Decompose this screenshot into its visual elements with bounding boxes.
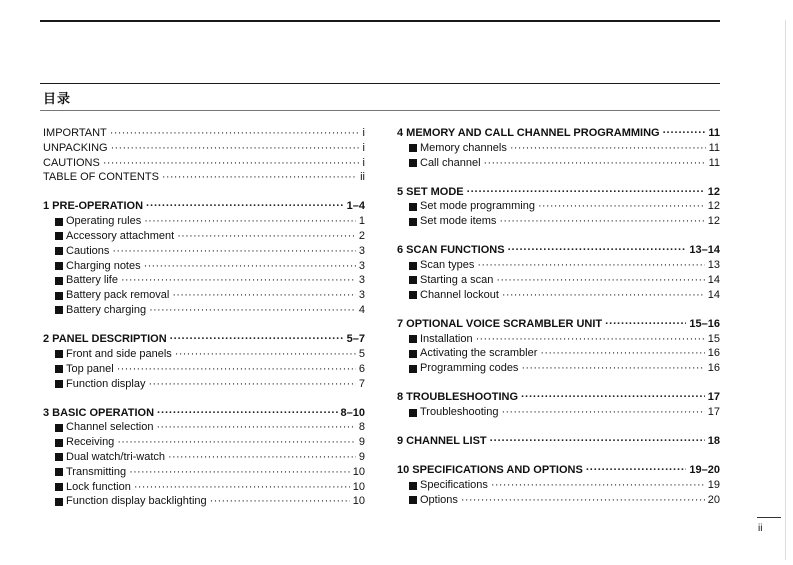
toc-entry-page: 1 [358, 215, 365, 228]
toc-entry-page: 8–10 [340, 406, 365, 419]
dot-leader [538, 199, 705, 214]
toc-section [397, 243, 720, 302]
dot-leader [508, 243, 687, 258]
bullet-square-icon [409, 365, 417, 373]
bullet-square-icon [409, 409, 417, 417]
toc-entry-accessory-attachment[interactable] [43, 229, 365, 244]
dot-leader [111, 141, 360, 156]
toc-entry-set-mode-items[interactable] [397, 214, 720, 229]
dot-leader [149, 303, 356, 318]
bullet-square-icon [55, 483, 63, 491]
toc-entry-label: Function display backlighting [66, 495, 207, 508]
toc-section [397, 434, 720, 449]
dot-leader [149, 377, 356, 392]
toc-entry-label: TABLE OF CONTENTS [43, 171, 159, 184]
bullet-square-icon [409, 350, 417, 358]
toc-entry-page: 3 [358, 289, 365, 302]
toc-entry-label: Receiving [66, 436, 115, 449]
bullet-square-icon [409, 335, 417, 343]
bullet-square-icon [409, 218, 417, 226]
dot-leader [491, 478, 705, 493]
bullet-square-icon [55, 365, 63, 373]
dot-leader [177, 229, 356, 244]
bullet-square-icon [55, 218, 63, 226]
toc-entry-7-optional-voice-scrambler-unit[interactable] [397, 317, 720, 332]
toc-entry-call-channel[interactable] [397, 156, 720, 171]
bullet-square-icon [55, 468, 63, 476]
toc-section [397, 317, 720, 376]
toc-entry-page: 10 [352, 495, 365, 508]
bullet-square-icon [55, 350, 63, 358]
toc-entry-label: 2 PANEL DESCRIPTION [43, 333, 167, 346]
toc-entry-label: Transmitting [66, 465, 127, 478]
toc-entry-10-specifications-and-options[interactable] [397, 463, 720, 478]
toc-entry-label: Operating rules [66, 215, 142, 228]
toc-entry-page: 13 [707, 259, 720, 272]
toc-entry-page: 7 [358, 377, 365, 390]
toc-entry-page: 20 [707, 493, 720, 506]
dot-leader [461, 493, 705, 508]
bullet-square-icon [409, 291, 417, 299]
toc-entry-page: 3 [358, 274, 365, 287]
toc-entry-page: 6 [358, 362, 365, 375]
bullet-square-icon [409, 262, 417, 270]
toc-entry-label: Memory channels [420, 141, 507, 154]
toc-entry-8-troubleshooting[interactable] [397, 390, 720, 405]
toc-entry-page: ii [360, 171, 365, 184]
toc-entry-3-basic-operation[interactable] [43, 406, 365, 421]
dot-leader [144, 259, 356, 274]
toc-entry-transmitting[interactable] [43, 465, 365, 480]
toc-entry-battery-pack-removal[interactable] [43, 288, 365, 303]
dot-leader [501, 405, 704, 420]
toc-entry-programming-codes[interactable] [397, 361, 720, 376]
top-rule [40, 20, 720, 22]
toc-entry-page: 11 [708, 127, 720, 139]
toc-entry-2-panel-description[interactable] [43, 332, 365, 347]
toc-entry-function-display-backlighting[interactable] [43, 494, 365, 509]
dot-leader [476, 332, 705, 347]
toc-entry-label: Activating the scrambler [420, 347, 538, 360]
toc-entry-label: Lock function [66, 480, 131, 493]
toc-entry-label: 7 OPTIONAL VOICE SCRAMBLER UNIT [397, 317, 603, 330]
title-rule [40, 83, 720, 84]
bullet-square-icon [409, 482, 417, 490]
bullet-square-icon [55, 380, 63, 388]
toc-entry-specifications[interactable] [397, 478, 720, 493]
toc-section [397, 463, 720, 507]
bullet-square-icon [409, 203, 417, 211]
toc-entry-9-channel-list[interactable] [397, 434, 720, 449]
bullet-square-icon [409, 159, 417, 167]
toc-entry-label: Battery life [66, 274, 118, 287]
toc-entry-page: 19 [707, 479, 720, 492]
dot-leader [110, 126, 360, 141]
bullet-square-icon [55, 232, 63, 240]
toc-entry-page: 11 [708, 156, 720, 169]
toc-entry-label: Programming codes [420, 362, 519, 375]
bullet-square-icon [55, 424, 63, 432]
toc-entry-label: 10 SPECIFICATIONS AND OPTIONS [397, 464, 583, 477]
toc-entry-page: 4 [358, 304, 365, 317]
toc-entry-unpacking[interactable] [43, 141, 365, 156]
toc-entry-page: 3 [358, 259, 365, 272]
toc-entry-page: 10 [352, 465, 365, 478]
dot-leader [210, 494, 350, 509]
toc-section [43, 126, 365, 185]
dot-leader [112, 244, 355, 259]
toc-entry-page: 16 [707, 347, 720, 360]
bullet-square-icon [55, 277, 63, 285]
toc-entry-lock-function[interactable] [43, 480, 365, 495]
title-underline [40, 110, 720, 111]
toc-entry-page: 3 [358, 244, 365, 257]
toc-entry-starting-a-scan[interactable] [397, 273, 720, 288]
toc-entry-1-pre-operation[interactable] [43, 199, 365, 214]
bullet-square-icon [55, 439, 63, 447]
toc-entry-channel-selection[interactable] [43, 420, 365, 435]
toc-section [43, 199, 365, 317]
toc-entry-page: 17 [707, 391, 720, 404]
dot-leader [168, 450, 356, 465]
toc-entry-options[interactable] [397, 493, 720, 508]
toc-section [397, 390, 720, 420]
toc-entry-label: Installation [420, 332, 473, 345]
toc-entry-installation[interactable] [397, 332, 720, 347]
toc-entry-label: Specifications [420, 479, 488, 492]
dot-leader [146, 199, 344, 214]
dot-leader [605, 317, 686, 332]
toc-entry-label: Battery pack removal [66, 289, 170, 302]
toc-entry-cautions[interactable] [43, 244, 365, 259]
toc-entry-label: 6 SCAN FUNCTIONS [397, 244, 505, 257]
toc-entry-page: i [362, 141, 365, 154]
toc-entry-label: Channel selection [66, 421, 154, 434]
toc-entry-front-and-side-panels[interactable] [43, 347, 365, 362]
toc-entry-page: 12 [707, 185, 720, 198]
dot-leader [175, 347, 356, 362]
toc-entry-label: 3 BASIC OPERATION [43, 406, 155, 419]
page-number: ii [758, 523, 763, 534]
toc-entry-top-panel[interactable] [43, 362, 365, 377]
dot-leader [467, 185, 705, 200]
bullet-square-icon [409, 496, 417, 504]
toc-entry-cautions[interactable] [43, 156, 365, 171]
toc-entry-page: 18 [707, 435, 720, 448]
toc-entry-label: Channel lockout [420, 288, 499, 301]
toc-entry-page: 10 [352, 480, 365, 493]
toc-entry-page: 9 [358, 436, 365, 449]
dot-leader [129, 465, 350, 480]
toc-entry-page: 8 [358, 421, 365, 434]
bullet-square-icon [409, 276, 417, 284]
dot-leader [663, 126, 706, 141]
dot-leader [510, 141, 706, 156]
toc-entry-charging-notes[interactable] [43, 259, 365, 274]
toc-section [43, 332, 365, 391]
toc-entry-dual-watch-tri-watch[interactable] [43, 450, 365, 465]
dot-leader [499, 214, 704, 229]
dot-leader [134, 480, 350, 495]
toc-entry-label: Charging notes [66, 259, 141, 272]
toc-entry-label: 9 CHANNEL LIST [397, 435, 487, 448]
toc-entry-label: Options [420, 493, 458, 506]
toc-entry-label: Accessory attachment [66, 230, 175, 243]
dot-leader [477, 258, 704, 273]
toc-entry-troubleshooting[interactable] [397, 405, 720, 420]
toc-entry-receiving[interactable] [43, 435, 365, 450]
toc-entry-label: 4 MEMORY AND CALL CHANNEL PROGRAMMING [397, 127, 660, 139]
toc-entry-label: Front and side panels [66, 347, 172, 360]
toc-entry-label: UNPACKING [43, 141, 108, 154]
toc-entry-label: CAUTIONS [43, 156, 100, 169]
dot-leader [490, 434, 705, 449]
toc-right-column [397, 126, 720, 522]
bullet-square-icon [55, 306, 63, 314]
dot-leader [162, 170, 357, 185]
toc-entry-page: 11 [708, 141, 720, 154]
toc-entry-label: 1 PRE-OPERATION [43, 200, 144, 213]
page-edge [785, 20, 786, 560]
toc-entry-5-set-mode[interactable] [397, 185, 720, 200]
toc-entry-operating-rules[interactable] [43, 214, 365, 229]
toc-entry-important[interactable] [43, 126, 365, 141]
toc-entry-page: 15 [707, 332, 720, 345]
toc-entry-page: 12 [707, 215, 720, 228]
toc-entry-label: IMPORTANT [43, 127, 107, 139]
toc-entry-label: Top panel [66, 362, 114, 375]
toc-entry-page: i [362, 127, 365, 139]
toc-entry-label: Battery charging [66, 304, 147, 317]
dot-leader [170, 332, 344, 347]
toc-entry-page: 16 [707, 362, 720, 375]
toc-section [43, 406, 365, 510]
toc-entry-page: i [362, 156, 365, 169]
toc-entry-label: Troubleshooting [420, 406, 499, 419]
toc-entry-6-scan-functions[interactable] [397, 243, 720, 258]
toc-entry-label: Dual watch/tri-watch [66, 451, 166, 464]
toc-entry-page: 17 [707, 406, 720, 419]
dot-leader [496, 273, 704, 288]
toc-entry-page: 5–7 [346, 333, 365, 346]
toc-entry-label: Scan types [420, 259, 475, 272]
dot-leader [586, 463, 687, 478]
toc-entry-label: 5 SET MODE [397, 185, 464, 198]
dot-leader [540, 346, 704, 361]
toc-entry-page: 12 [707, 200, 720, 213]
toc-entry-label: Set mode programming [420, 200, 535, 213]
dot-leader [157, 406, 337, 421]
page-title: 目录 [43, 92, 72, 107]
toc-entry-page: 14 [707, 288, 720, 301]
toc-entry-page: 15–16 [689, 317, 720, 330]
toc-left-column [43, 126, 365, 524]
toc-entry-battery-life[interactable] [43, 273, 365, 288]
dot-leader [484, 156, 706, 171]
bullet-square-icon [55, 292, 63, 300]
toc-entry-label: 8 TROUBLESHOOTING [397, 391, 519, 404]
toc-section [397, 185, 720, 229]
toc-entry-page: 13–14 [689, 244, 720, 257]
toc-entry-label: Set mode items [420, 215, 497, 228]
toc-entry-function-display[interactable] [43, 377, 365, 392]
dot-leader [103, 156, 360, 171]
dot-leader [172, 288, 356, 303]
toc-entry-table-of-contents[interactable] [43, 170, 365, 185]
toc-entry-page: 9 [358, 451, 365, 464]
dot-leader [144, 214, 356, 229]
bullet-square-icon [55, 247, 63, 255]
toc-entry-channel-lockout[interactable] [397, 288, 720, 303]
bullet-square-icon [55, 498, 63, 506]
bullet-square-icon [55, 453, 63, 461]
toc-entry-memory-channels[interactable] [397, 141, 720, 156]
toc-entry-label: Starting a scan [420, 273, 494, 286]
dot-leader [117, 435, 356, 450]
toc-entry-label: Function display [66, 377, 146, 390]
toc-entry-4-memory-and-call-channel-programming[interactable] [397, 126, 720, 141]
toc-entry-activating-the-scrambler[interactable] [397, 346, 720, 361]
dot-leader [117, 362, 356, 377]
toc-entry-page: 19–20 [689, 464, 720, 477]
bullet-square-icon [55, 262, 63, 270]
toc-entry-set-mode-programming[interactable] [397, 199, 720, 214]
toc-entry-label: Cautions [66, 244, 110, 257]
toc-entry-page: 2 [358, 230, 365, 243]
dot-leader [156, 420, 355, 435]
toc-entry-label: Call channel [420, 156, 481, 169]
toc-entry-page: 5 [358, 347, 365, 360]
toc-entry-battery-charging[interactable] [43, 303, 365, 318]
dot-leader [521, 361, 704, 376]
toc-entry-page: 14 [707, 273, 720, 286]
dot-leader [121, 273, 356, 288]
toc-entry-scan-types[interactable] [397, 258, 720, 273]
dot-leader [521, 390, 705, 405]
dot-leader [502, 288, 705, 303]
page-corner-mark [757, 517, 781, 518]
toc-entry-page: 1–4 [346, 200, 365, 213]
bullet-square-icon [409, 144, 417, 152]
toc-section [397, 126, 720, 170]
